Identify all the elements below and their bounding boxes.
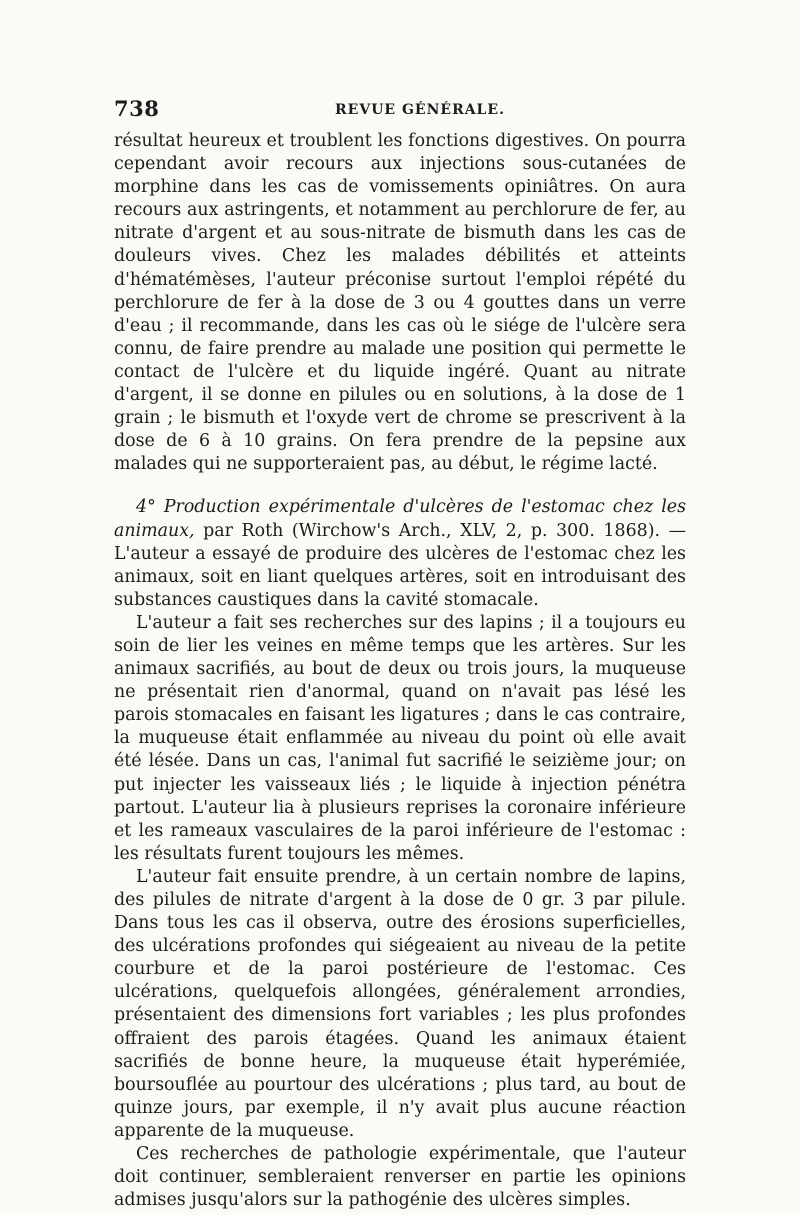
body-text — [114, 130, 686, 1212]
running-title: REVUE GÉNÉRALE. — [335, 102, 505, 118]
paragraph-3: L'auteur a fait ses recherches sur des lapins ; il a toujours eu soin de lier les veines en même temps que les artères. Sur les animaux sacrifiés, au bout de deux ou trois jours, la muqueuse ne présentait rien d'anormal, quand on n'avait pas lésé les parois stomacales en faisant les ligatures ; dans le cas contraire, la muqueuse était enflammée au niveau du point où elle avait été lésée. Dans un cas, l'animal fut sacrifié le seizième jour; on put injecter les vaisseaux liés ; le liquide à injection pénétra partout. L'auteur lia à plusieurs reprises la coronaire inférieure et les rameaux vasculaires de la paroi inférieure de l'estomac : les résultats furent toujours les mêmes. — [114, 612, 686, 864]
paragraph-4: L'auteur fait ensuite prendre, à un certain nombre de lapins, des pilules de nitrate d'argent à la dose de 0 gr. 3 par pilule. Dans tous les cas il observa, outre des érosions superficielles, des ulcérations profondes qui siégeaient au niveau de la petite courbure et de la paroi postérieure de l'estomac. Ces ulcérations, quelquefois allongées, généralement arrondies, présentaient des dimensions fort variables ; les plus profondes offraient des parois étagées. Quand les animaux étaient sacrifiés de bonne heure, la muqueuse était hyperémiée, boursouflée au pourtour des ulcérations ; plus tard, au bout de quinze jours, par exemple, il n'y avait plus aucune réaction apparente de la muqueuse. — [114, 866, 686, 1141]
section-intro-text: par Roth (Wirchow's Arch., XLV, 2, p. 300. 1868). — L'auteur a essayé de produire des ulcères de l'estomac chez les animaux, soit en liant quelques artères, soit en introduisant des substances caustiques dans la cavité stomacale. — [114, 520, 686, 610]
page — [114, 96, 686, 1212]
page-number: 738 — [114, 96, 160, 121]
paragraph-1: résultat heureux et troublent les fonctions digestives. On pourra cependant avoir recours aux injections sous-cutanées de morphine dans les cas de vomissements opiniâtres. On aura recours aux astringents, et notamment au perchlorure de fer, au nitrate d'argent et au sous-nitrate de bismuth dans les cas de douleurs vives. Chez les malades débilités et atteints d'hématémèses, l'auteur préconise surtout l'emploi répété du perchlorure de fer à la dose de 3 ou 4 gouttes dans un verre d'eau ; il recommande, dans les cas où le siége de l'ulcère sera connu, de faire prendre au malade une position qui permette le contact de l'ulcère et du liquide ingéré. Quant au nitrate d'argent, il se donne en pilules ou en solutions, à la dose de 1 grain ; le bismuth et l'oxyde vert de chrome se prescrivent à la dose de 6 à 10 grains. On fera prendre de la pepsine aux malades qui ne supporteraient pas, au début, le régime lacté. — [114, 131, 686, 475]
paragraph-5: Ces recherches de pathologie expérimentale, que l'auteur doit continuer, sembleraient renverser en partie les opinions admises jusqu'alors sur la pathogénie des ulcères simples. — [114, 1144, 686, 1211]
paragraph-section-4 — [114, 496, 686, 611]
section-title: 4° Production expérimentale d'ulcères de l'estomac chez les animaux, — [114, 497, 686, 541]
page-header — [114, 96, 686, 130]
